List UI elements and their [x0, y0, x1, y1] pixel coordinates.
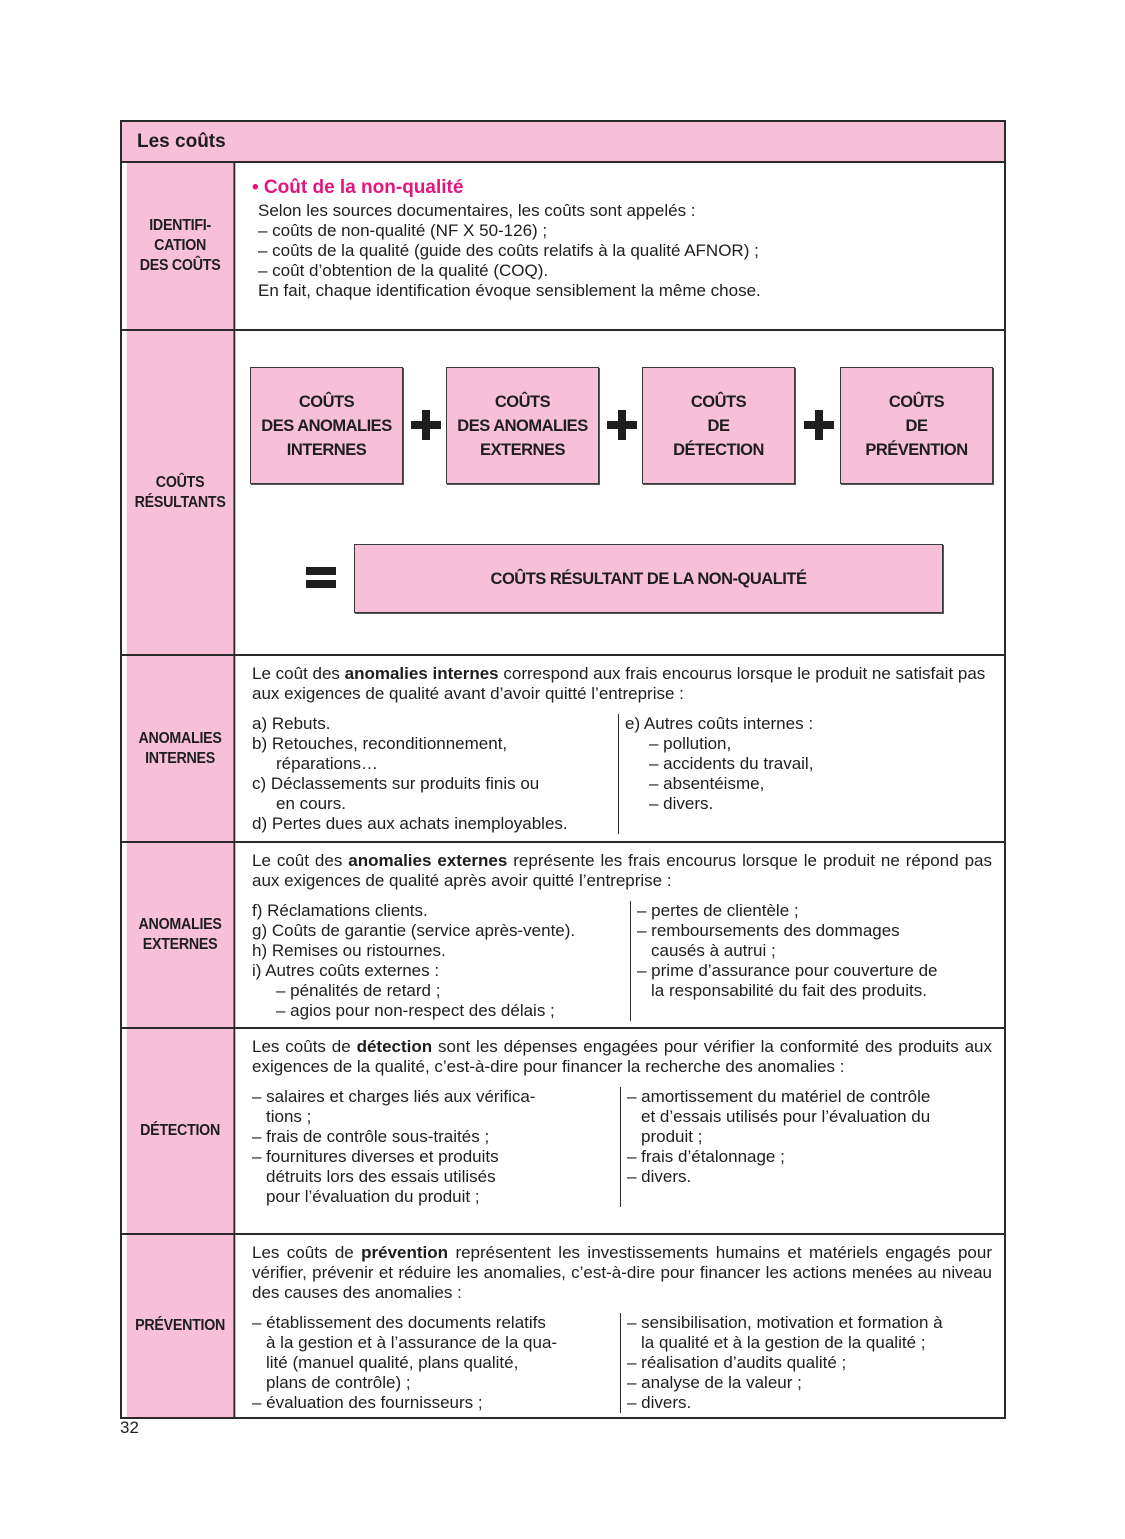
- internes-content: [240, 656, 1004, 841]
- list-item: – divers.: [649, 794, 714, 813]
- text-line: Selon les sources documentaires, les coûts sont appelés :: [258, 201, 696, 220]
- text-line: – coûts de non-qualité (NF X 50-126) ;: [258, 221, 548, 240]
- prevention-content: [240, 1235, 1004, 1417]
- intro-text: Le coût des: [252, 664, 345, 683]
- label-line: ANOMALIES: [138, 916, 222, 933]
- equals-icon: [306, 567, 336, 589]
- list-item: – amortissement du matériel de contrôle: [627, 1087, 931, 1106]
- row-externes: [122, 843, 1004, 1029]
- list-item: causés à autrui ;: [651, 941, 776, 960]
- list-item: – pollution,: [649, 734, 732, 753]
- table-header: [122, 122, 1004, 163]
- intro-bold: détection: [356, 1037, 433, 1056]
- label-line: INTERNES: [145, 749, 216, 767]
- row-label-internes: [127, 656, 236, 841]
- list-item: – agios pour non-respect des délais ;: [276, 1001, 555, 1020]
- plus-icon: [411, 410, 441, 440]
- label-line: RÉSULTANTS: [134, 493, 226, 511]
- row-resultants: [122, 331, 1004, 656]
- row-label-prevention: [127, 1235, 236, 1417]
- plus-icon: [607, 410, 637, 440]
- box-line: PRÉVENTION: [865, 440, 968, 459]
- list-item: – fournitures diverses et produits: [252, 1147, 499, 1166]
- row-label-externes: [127, 843, 236, 1027]
- list-item: la qualité et à la gestion de la qualité ;: [641, 1333, 926, 1352]
- right-list: [619, 714, 992, 834]
- label-line: EXTERNES: [142, 936, 218, 953]
- list-item: – réalisation d’audits qualité ;: [627, 1353, 847, 1372]
- plus-icon: [804, 410, 834, 440]
- list-item: – divers.: [627, 1393, 692, 1412]
- intro-bold: anomalies internes: [344, 664, 499, 683]
- row-internes: [122, 656, 1004, 843]
- box-line: COÛTS: [494, 392, 551, 411]
- list-item: – pénalités de retard ;: [276, 981, 441, 1000]
- list-item: – salaires et charges liés aux vérifica-: [252, 1087, 536, 1106]
- row-identification: [122, 163, 1004, 331]
- row-label-resultants: [127, 331, 236, 654]
- intro-text: Les coûts de: [252, 1037, 357, 1056]
- text-line: En fait, chaque identification évoque sensiblement la même chose.: [258, 281, 761, 300]
- list-item: – frais de contrôle sous-traités ;: [252, 1127, 490, 1146]
- list-item: – sensibilisation, motivation et formation à: [627, 1313, 943, 1332]
- left-list: [252, 714, 619, 834]
- row-label-identification: [127, 163, 236, 329]
- left-list: [252, 1313, 621, 1413]
- list-item: en cours.: [276, 794, 346, 813]
- label-line: DES COÛTS: [139, 257, 221, 274]
- list-item: a) Rebuts.: [252, 714, 331, 733]
- box-line: COÛTS: [888, 392, 945, 411]
- box-line: DÉTECTION: [673, 440, 764, 459]
- left-list: [252, 901, 631, 1021]
- intro-bold: anomalies externes: [348, 851, 508, 870]
- box-line: DE: [707, 416, 730, 435]
- result-label: COÛTS RÉSULTANT DE LA NON-QUALITÉ: [490, 569, 807, 588]
- list-item: lité (manuel qualité, plans qualité,: [266, 1353, 519, 1372]
- list-item: – remboursements des dommages: [637, 921, 900, 940]
- list-item: – absentéisme,: [649, 774, 765, 793]
- table-title: Les coûts: [137, 130, 226, 152]
- intro-bold: prévention: [361, 1243, 449, 1262]
- label-line: PRÉVENTION: [135, 1317, 226, 1334]
- identification-content: [240, 163, 1004, 329]
- list-item: b) Retouches, reconditionnement,: [252, 734, 508, 753]
- intro-text: représente les frais encourus lorsque le produit ne répond pas aux exigences de qualité après avoir quitté l’entreprise :: [252, 851, 992, 890]
- list-item: la responsabilité du fait des produits.: [651, 981, 927, 1000]
- list-item: – évaluation des fournisseurs ;: [252, 1393, 483, 1412]
- box-line: DES ANOMALIES: [261, 416, 392, 435]
- list-item: – établissement des documents relatifs: [252, 1313, 546, 1332]
- row-label-detection: [127, 1029, 236, 1233]
- label-line: CATION: [154, 237, 207, 254]
- right-list: [631, 901, 992, 1021]
- right-list: [621, 1313, 992, 1413]
- box-line: COÛTS: [690, 392, 747, 411]
- intro-text: Les coûts de: [252, 1243, 362, 1262]
- label-line: ANOMALIES: [138, 729, 222, 747]
- externes-content: [240, 843, 1004, 1027]
- text-line: – coûts de la qualité (guide des coûts relatifs à la qualité AFNOR) ;: [258, 241, 759, 260]
- section-title: • Coût de la non-qualité: [252, 177, 464, 198]
- row-detection: [122, 1029, 1004, 1235]
- intro-text: Le coût des: [252, 851, 349, 870]
- list-item: – accidents du travail,: [649, 754, 814, 773]
- list-item: produit ;: [641, 1127, 703, 1146]
- intro-paragraph: [252, 851, 992, 891]
- list-item: pour l’évaluation du produit ;: [266, 1187, 480, 1206]
- intro-text: sont les dépenses engagées pour vérifier la conformité des produits aux exigences de la qualité, c’est-à-dire pour financer la recherche des anomalies :: [252, 1037, 993, 1076]
- detection-content: [240, 1029, 1004, 1233]
- box-prevention: [840, 367, 993, 484]
- box-line: COÛTS: [298, 392, 355, 411]
- intro-paragraph: [252, 1243, 992, 1303]
- list-item: tions ;: [266, 1107, 312, 1126]
- list-item: plans de contrôle) ;: [266, 1373, 411, 1392]
- box-detection: [642, 367, 795, 484]
- text-line: – coût d’obtention de la qualité (COQ).: [258, 261, 549, 280]
- list-item: f) Réclamations clients.: [252, 901, 428, 920]
- list-item: à la gestion et à l’assurance de la qua-: [266, 1333, 558, 1352]
- intro-text: correspond aux frais encourus lorsque le produit ne satisfait pas aux exigences de qualité avant d’avoir quitté l’entreprise :: [252, 664, 986, 703]
- page-number: 32: [120, 1418, 139, 1437]
- label-line: DÉTECTION: [140, 1122, 221, 1139]
- box-anomalies-internes: [250, 367, 403, 484]
- list-item: détruits lors des essais utilisés: [266, 1167, 496, 1186]
- list-item: h) Remises ou ristournes.: [252, 941, 446, 960]
- list-item: g) Coûts de garantie (service après-vente).: [252, 921, 576, 940]
- resultants-diagram: [240, 331, 1004, 654]
- intro-paragraph: [252, 1037, 992, 1077]
- list-item: i) Autres coûts externes :: [252, 961, 440, 980]
- list-item: réparations…: [276, 754, 379, 773]
- list-item: – frais d’étalonnage ;: [627, 1147, 785, 1166]
- label-line: IDENTIFI-: [149, 217, 211, 234]
- list-item: – prime d’assurance pour couverture de: [637, 961, 938, 980]
- costs-table: [120, 120, 1006, 1419]
- list-item: e) Autres coûts internes :: [625, 714, 814, 733]
- intro-paragraph: [252, 664, 992, 704]
- list-item: et d’essais utilisés pour l’évaluation du: [641, 1107, 931, 1126]
- box-line: EXTERNES: [480, 440, 565, 459]
- right-list: [621, 1087, 992, 1207]
- row-prevention: [122, 1235, 1004, 1417]
- box-anomalies-externes: [446, 367, 599, 484]
- list-item: c) Déclassements sur produits finis ou: [252, 774, 540, 793]
- list-item: d) Pertes dues aux achats inemployables.: [252, 814, 568, 833]
- box-line: DES ANOMALIES: [457, 416, 588, 435]
- box-line: INTERNES: [286, 440, 367, 459]
- left-list: [252, 1087, 621, 1207]
- list-item: – analyse de la valeur ;: [627, 1373, 802, 1392]
- list-item: – pertes de clientèle ;: [637, 901, 799, 920]
- box-result: [354, 544, 943, 613]
- label-line: COÛTS: [155, 473, 205, 491]
- list-item: – divers.: [627, 1167, 692, 1186]
- intro-text: représentent les investissements humains et matériels engagés pour vérifier, prévenir et réduire les anomalies, c’est-à-dire pour financer les actions menées au niveau des causes des anomalies :: [252, 1243, 992, 1302]
- box-line: DE: [905, 416, 928, 435]
